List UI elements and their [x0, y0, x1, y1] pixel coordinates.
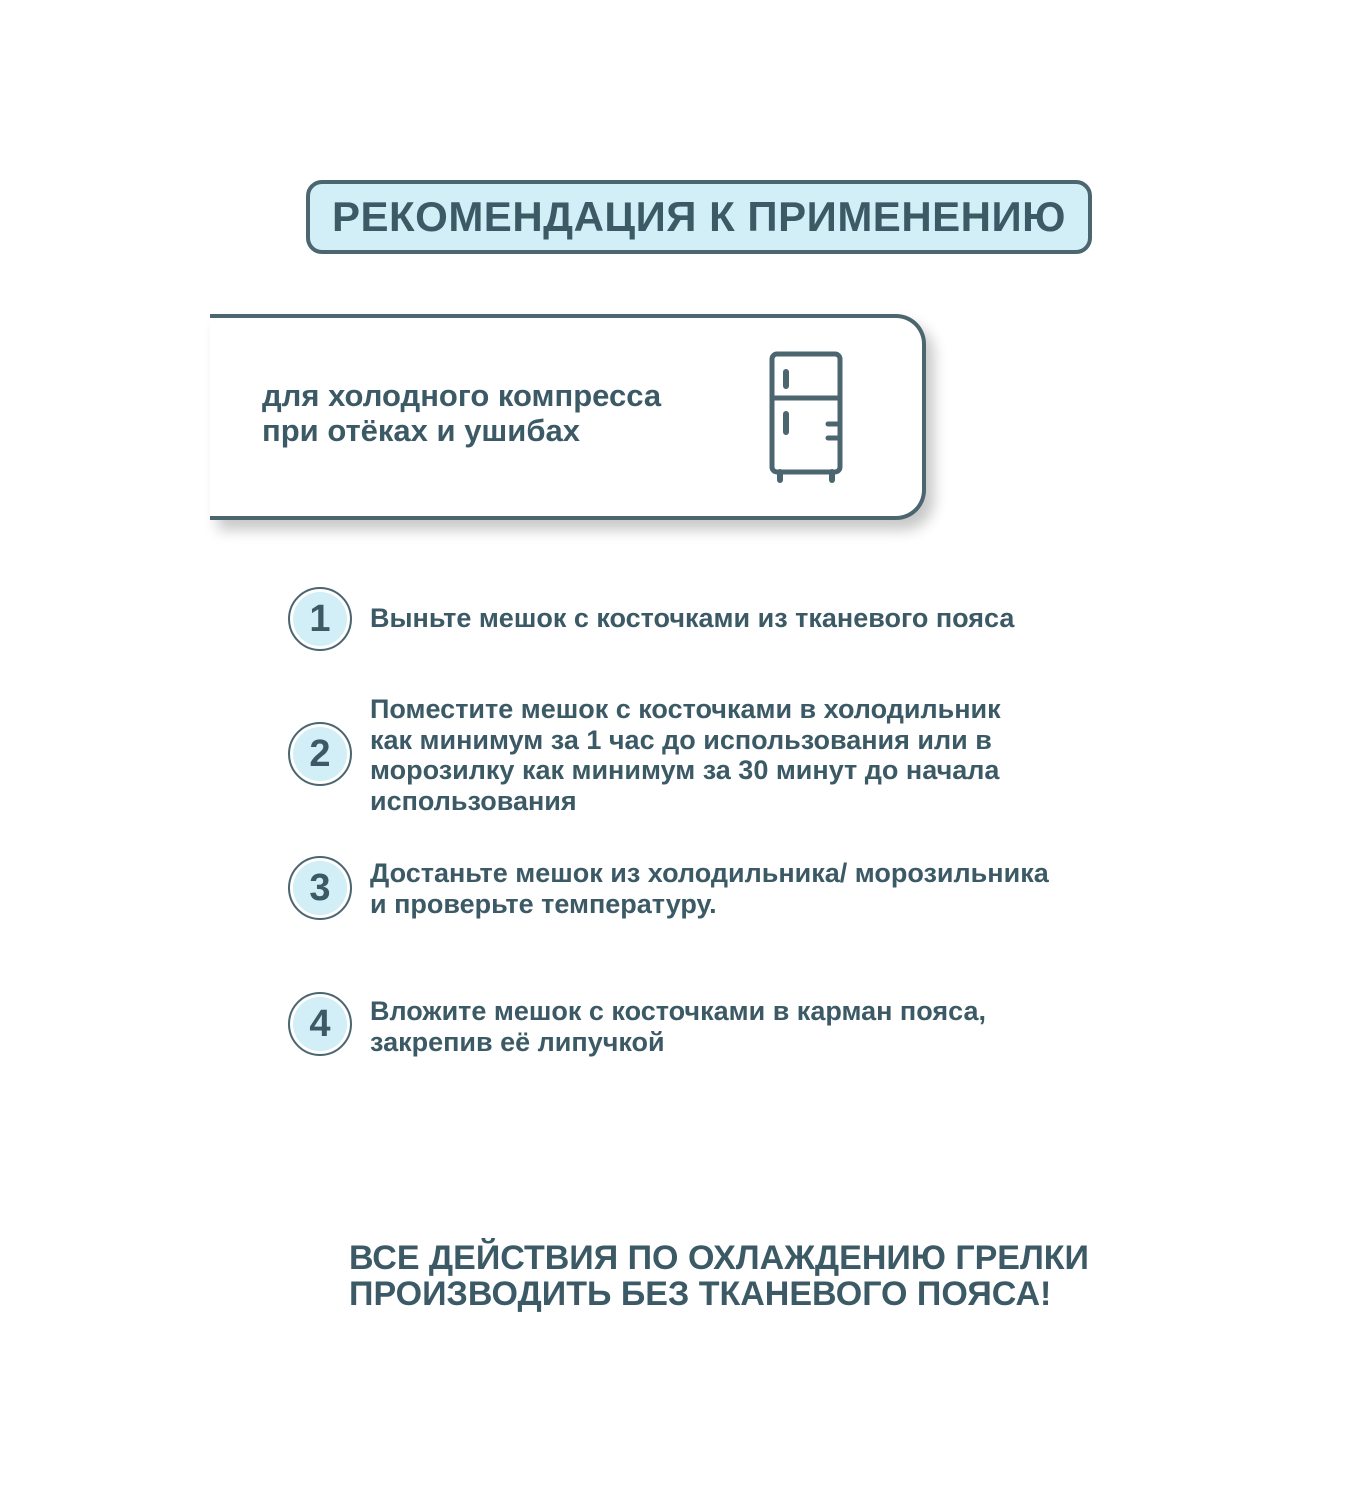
step-line: морозилку как минимум за 30 минут до начала: [370, 755, 1000, 785]
page-title: РЕКОМЕНДАЦИЯ К ПРИМЕНЕНИЮ: [331, 193, 1066, 240]
step-number-badge: 1: [288, 587, 352, 651]
cold-compress-line: для холодного компресса: [262, 378, 662, 413]
cold-compress-line: при отёках и ушибах: [262, 413, 580, 448]
step-number-badge: 3: [288, 856, 352, 920]
step-text: [370, 996, 986, 1057]
warning-line: ПРОИЗВОДИТЬ БЕЗ ТКАНЕВОГО ПОЯСА!: [349, 1275, 1052, 1313]
step-line: использования: [370, 785, 577, 816]
step-line: Достаньте мешок из холодильника/ морозильника: [370, 858, 1049, 888]
step-text: [370, 694, 1001, 816]
step-line: Поместите мешок с косточками в холодильник: [370, 694, 1001, 724]
fridge-icon: [764, 350, 848, 484]
step-line: и проверьте температуру.: [370, 888, 717, 919]
warning-notice: [349, 1240, 1089, 1312]
cold-compress-text: [262, 378, 661, 448]
step-number-badge: 4: [288, 992, 352, 1056]
step-number-badge: 2: [288, 722, 352, 786]
step-line: Выньте мешок с косточками из тканевого пояса: [370, 603, 1015, 633]
title-banner: [306, 180, 1092, 254]
step-text: [370, 858, 1049, 919]
step-text: [370, 603, 1014, 634]
step-line: как минимум за 1 час до использования или в: [370, 724, 992, 755]
step-line: Вложите мешок с косточками в карман пояса,: [370, 996, 986, 1026]
warning-line: ВСЕ ДЕЙСТВИЯ ПО ОХЛАЖДЕНИЮ ГРЕЛКИ: [349, 1239, 1089, 1277]
step-line: закрепив её липучкой: [370, 1026, 665, 1057]
